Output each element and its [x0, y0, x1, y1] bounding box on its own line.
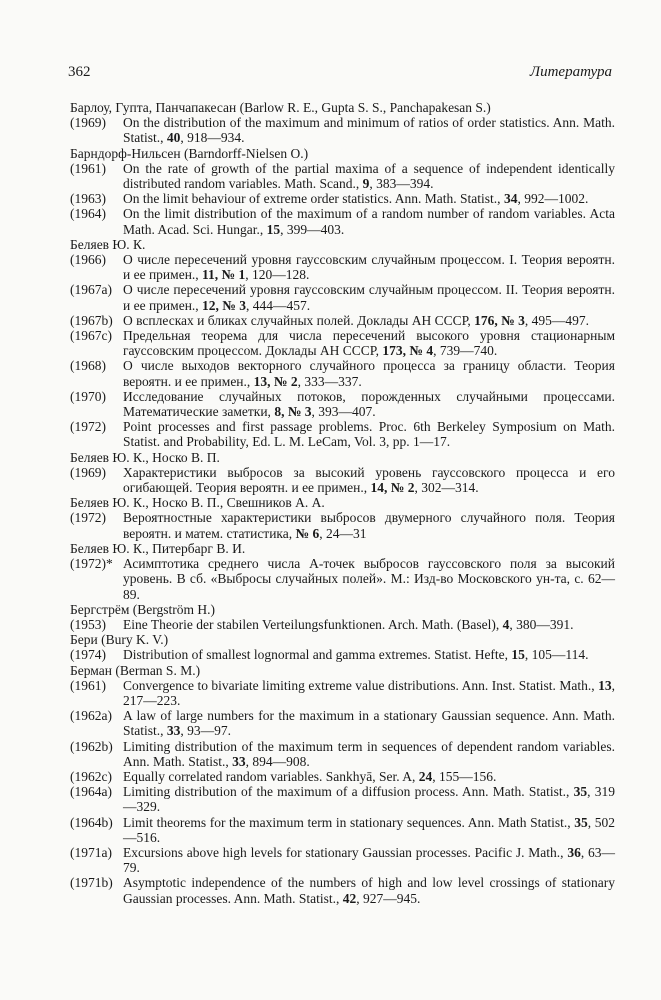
reference-entry — [70, 647, 615, 662]
reference-entry — [70, 556, 615, 602]
reference-entry — [70, 815, 615, 845]
reference-entry — [70, 161, 615, 191]
reference-pages: , 894—908. — [245, 753, 310, 769]
page-header — [68, 64, 612, 84]
reference-volume: 9 — [362, 176, 370, 192]
reference-text: Характеристики выбросов за высокий уровень гауссовского процесса и его огибающей. Теория вероятн. и ее примен., — [123, 464, 615, 496]
reference-year: (1964) — [70, 206, 106, 222]
reference-pages: , 105—114. — [524, 647, 589, 663]
author-heading: Барлоу, Гупта, Панчапакесан (Barlow R. E., Gupta S. S., Panchapakesan S.) — [70, 100, 491, 115]
reference-text: Асимптотика среднего числа А-точек выбросов гауссовского поля за высокий уровень. В сб. «Выбросы случайных полей». М.: Изд-во Московского ун-та, с. 62—89. — [123, 556, 615, 602]
reference-volume: 13 — [598, 677, 612, 693]
reference-entry — [70, 191, 615, 206]
reference-volume: 176, № 3 — [474, 312, 525, 328]
running-title: Литература — [529, 64, 612, 80]
reference-pages: , 383—394. — [369, 176, 434, 192]
author-heading: Беляев Ю. К., Носко В. П. — [70, 449, 220, 465]
reference-entry — [70, 845, 615, 875]
reference-text: Distribution of smallest lognormal and gamma extremes. Statist. Hefte, — [123, 647, 512, 663]
reference-year: (1971b) — [70, 875, 113, 891]
author-heading: Барндорф-Нильсен (Barndorff-Nielsen O.) — [70, 145, 309, 161]
reference-volume: 33 — [232, 753, 246, 769]
reference-year: (1969) — [70, 115, 106, 131]
reference-entry — [70, 328, 615, 358]
reference-pages: , 399—403. — [280, 221, 345, 237]
reference-volume: 8, № 3 — [274, 404, 312, 420]
reference-entry — [70, 252, 615, 282]
reference-list — [70, 100, 615, 906]
reference-year: (1961) — [70, 677, 106, 693]
reference-pages: , 63—79. — [123, 844, 615, 876]
author-heading: Беляев Ю. К., Носко В. П., Свешников А. А. — [70, 495, 325, 511]
page-number: 362 — [68, 64, 91, 80]
reference-pages: , 217—223. — [123, 677, 615, 708]
reference-volume: 13, № 2 — [253, 373, 298, 389]
reference-volume: 173, № 4 — [382, 343, 434, 359]
reference-year: (1974) — [70, 647, 106, 663]
author-heading: Берман (Berman S. M.) — [70, 662, 201, 678]
reference-text: Limiting distribution of the maximum of a diffusion process. Ann. Math. Statist., — [123, 784, 574, 800]
reference-year: (1962b) — [70, 738, 113, 754]
reference-text: Limit theorems for the maximum term in stationary sequences. Ann. Math Statist., — [123, 814, 575, 830]
reference-pages: , 495—497. — [524, 312, 589, 328]
reference-year: (1967c) — [70, 328, 112, 344]
reference-text: Limiting distribution of the maximum term in sequences of dependent random variables. Ann. Math. Statist., — [123, 738, 615, 769]
reference-volume: 15 — [511, 647, 525, 663]
reference-year: (1971a) — [70, 844, 112, 860]
reference-year: (1972)* — [70, 556, 113, 572]
reference-text: On the limit behaviour of extreme order statistics. Ann. Math. Statist., — [123, 191, 504, 207]
reference-entry — [70, 739, 615, 769]
reference-pages: , 333—337. — [297, 373, 362, 389]
reference-year: (1967a) — [70, 282, 112, 298]
reference-entry — [70, 510, 615, 540]
reference-entry — [70, 358, 615, 388]
reference-volume: 36 — [567, 844, 581, 860]
reference-entry — [70, 769, 615, 784]
reference-text: On the limit distribution of the maximum of a random number of random variables. Acta Math. Acad. Sci. Hungar., — [123, 206, 615, 237]
reference-entry — [70, 282, 615, 312]
reference-pages: , 120—128. — [245, 267, 310, 283]
reference-entry — [70, 419, 615, 449]
reference-volume: 35 — [573, 784, 588, 800]
reference-year: (1962a) — [70, 708, 112, 724]
reference-text: О числе выходов векторного случайного процесса за границу области. Теория вероятн. и ее примен., — [123, 358, 615, 389]
reference-year: (1967b) — [70, 312, 113, 328]
reference-volume: 35 — [574, 814, 588, 830]
reference-year: (1953) — [70, 616, 106, 632]
author-heading: Бергстрём (Bergström H.) — [70, 601, 215, 617]
reference-pages: , 444—457. — [246, 297, 311, 313]
reference-text: Asymptotic independence of the numbers of high and low level crossings of stationary Gaussian processes. Ann. Math. Statist., — [123, 875, 615, 906]
reference-year: (1972) — [70, 510, 106, 526]
reference-year: (1972) — [70, 419, 106, 435]
reference-year: (1961) — [70, 160, 106, 176]
reference-text: Convergence to bivariate limiting extreme value distributions. Ann. Inst. Statist. Math., — [123, 677, 599, 693]
author-heading: Беляев Ю. К. — [70, 236, 146, 252]
reference-entry — [70, 313, 615, 328]
reference-entry — [70, 389, 615, 419]
reference-text: Point processes and first passage problems. Proc. 6th Berkeley Symposium on Math. Statist. and Probability, Ed. L. M. LeCam, Vol. 3, pp. 1—17. — [123, 419, 615, 450]
reference-text: Eine Theorie der stabilen Verteilungsfunktionen. Arch. Math. (Basel), — [123, 616, 503, 632]
reference-year: (1962c) — [70, 768, 112, 784]
reference-volume: 4 — [502, 616, 510, 632]
reference-entry — [70, 678, 615, 708]
reference-entry — [70, 708, 615, 738]
reference-text: Excursions above high levels for stationary Gaussian processes. Pacific J. Math., — [123, 844, 568, 860]
reference-volume: 24 — [418, 768, 433, 784]
reference-volume: 14, № 2 — [370, 480, 415, 496]
reference-volume: 11, № 1 — [202, 267, 246, 283]
reference-entry — [70, 617, 615, 632]
reference-pages: , 927—945. — [356, 890, 421, 906]
reference-year: (1964b) — [70, 814, 113, 830]
reference-year: (1969) — [70, 464, 106, 480]
reference-pages: , 393—407. — [311, 404, 376, 420]
reference-year: (1968) — [70, 358, 106, 374]
author-heading: Беляев Ю. К., Питербарг В. И. — [70, 540, 246, 556]
reference-pages: , 992—1002. — [517, 191, 589, 207]
reference-text: О числе пересечений уровня гауссовским случайным процессом. II. Теория вероятн. и ее примен., — [123, 282, 615, 313]
reference-text: О числе пересечений уровня гауссовским случайным процессом. I. Теория вероятн. и ее примен., — [123, 252, 615, 283]
reference-pages: , 24—31 — [319, 525, 367, 541]
reference-pages: , 380—391. — [509, 616, 574, 632]
reference-pages: , 739—740. — [433, 343, 498, 359]
reference-text: Исследование случайных потоков, порожденных случайными процессами. Математические заметки, — [123, 388, 615, 420]
reference-entry — [70, 784, 615, 814]
reference-year: (1964a) — [70, 784, 112, 800]
author-heading: Бери (Bury K. V.) — [70, 632, 169, 648]
reference-pages: , 918—934. — [180, 130, 245, 146]
reference-text: A law of large numbers for the maximum in a stationary Gaussian sequence. Ann. Math. Statist., — [123, 708, 615, 739]
reference-entry — [70, 875, 615, 905]
reference-text: On the distribution of the maximum and minimum of ratios of order statistics. Ann. Math. Statist., — [123, 115, 615, 146]
reference-entry — [70, 465, 615, 495]
reference-entry — [70, 115, 615, 145]
reference-text: Предельная теорема для числа пересечений высокого уровня стационарным гауссовским процессом. Доклады АН СССР, — [123, 328, 615, 359]
reference-year: (1966) — [70, 252, 106, 268]
reference-year: (1970) — [70, 388, 106, 404]
reference-text: On the rate of growth of the partial maxima of a sequence of independent identically distributed random variables. Math. Scand., — [123, 160, 615, 192]
reference-year: (1963) — [70, 191, 106, 207]
reference-volume: 42 — [342, 890, 357, 906]
reference-entry — [70, 206, 615, 236]
reference-pages: , 155—156. — [432, 768, 497, 784]
reference-pages: , 319—329. — [123, 784, 615, 815]
reference-text: Equally correlated random variables. Sankhyā, Ser. A, — [123, 768, 419, 784]
reference-pages: , 302—314. — [414, 480, 479, 496]
reference-text: Вероятностные характеристики выбросов двумерного случайного поля. Теория вероятн. и матем. статистика, — [123, 510, 615, 541]
reference-volume: 33 — [166, 723, 181, 739]
reference-text: О всплесках и бликах случайных полей. Доклады АН СССР, — [123, 312, 475, 328]
reference-volume: 34 — [503, 191, 518, 207]
reference-volume: 15 — [266, 221, 281, 237]
reference-volume: 12, № 3 — [202, 297, 246, 313]
reference-volume: 40 — [166, 130, 181, 146]
reference-pages: , 93—97. — [180, 723, 232, 739]
reference-volume: № 6 — [295, 525, 320, 541]
reference-pages: , 502—516. — [123, 814, 616, 845]
